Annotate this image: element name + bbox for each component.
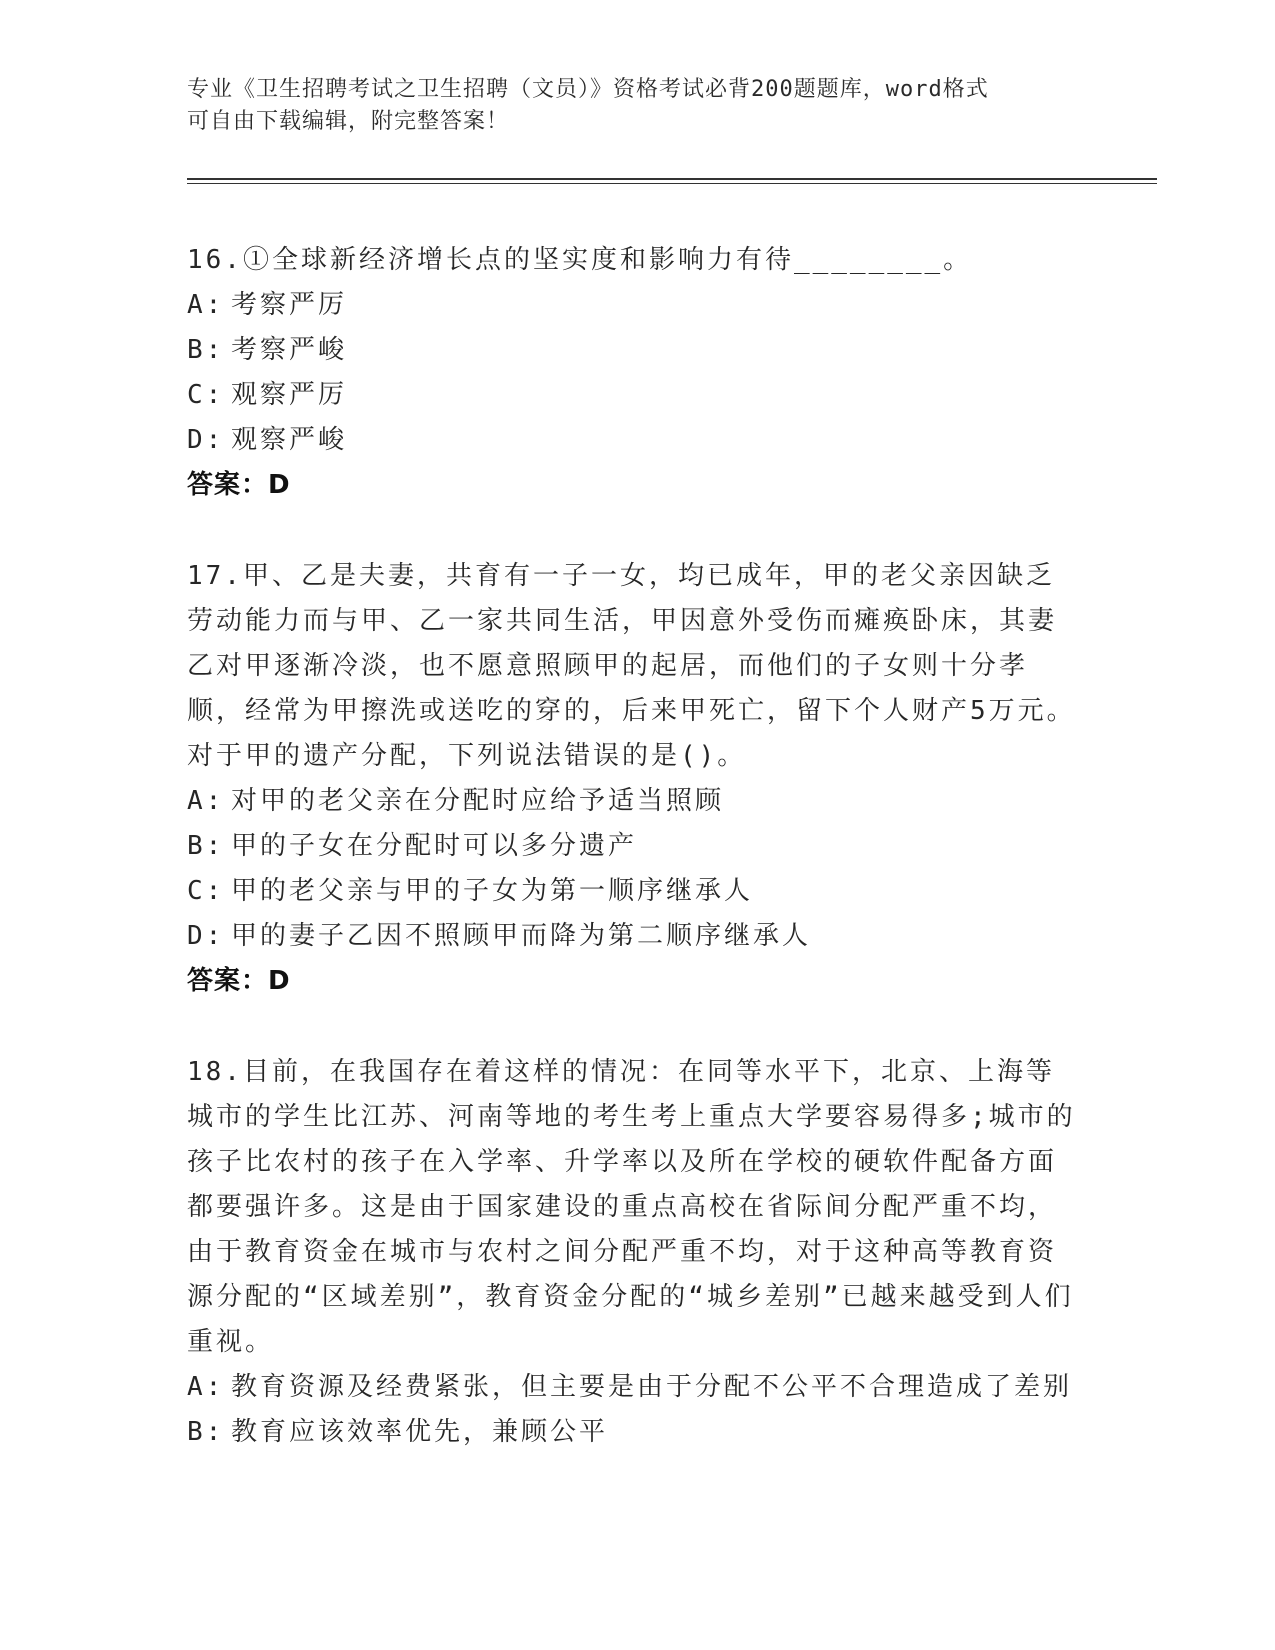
answer-line: 答案：D [187, 470, 291, 500]
option-text: 考察严厉 [231, 290, 348, 320]
option-text: 观察严厉 [231, 380, 348, 410]
option-text: 甲的子女在分配时可以多分遗产 [231, 831, 638, 861]
option-letter: A: [187, 290, 225, 320]
option-text: 教育应该效率优先，兼顾公平 [231, 1417, 609, 1447]
question-16 [187, 238, 1077, 508]
option-d [187, 418, 1077, 463]
option-text: 甲的老父亲与甲的子女为第一顺序继承人 [231, 876, 754, 906]
option-text: 教育资源及经费紧张，但主要是由于分配不公平不合理造成了差别 [231, 1372, 1073, 1402]
header-divider-thick [187, 178, 1157, 180]
option-text: 观察严峻 [231, 425, 348, 455]
option-b [187, 824, 1077, 869]
option-text: 甲的妻子乙因不照顾甲而降为第二顺序继承人 [231, 921, 812, 951]
option-letter: B: [187, 335, 225, 365]
question-list [187, 238, 1077, 1501]
answer-line: 答案：D [187, 966, 291, 996]
option-letter: B: [187, 1417, 225, 1447]
option-c [187, 373, 1077, 418]
option-d [187, 914, 1077, 959]
option-letter: C: [187, 876, 225, 906]
option-a [187, 283, 1077, 328]
option-text: 对甲的老父亲在分配时应给予适当照顾 [231, 786, 725, 816]
option-a [187, 1365, 1077, 1410]
header-line-2: 可自由下载编辑，附完整答案！ [187, 109, 510, 134]
option-c [187, 869, 1077, 914]
question-18 [187, 1050, 1077, 1455]
option-a [187, 779, 1077, 824]
question-text: 17.甲、乙是夫妻，共育有一子一女，均已成年，甲的老父亲因缺乏劳动能力而与甲、乙一家共同生活，甲因意外受伤而瘫痪卧床，其妻乙对甲逐渐冷淡，也不愿意照顾甲的起居，而他们的子女则十分孝顺，经常为甲擦洗或送吃的穿的，后来甲死亡，留下个人财产5万元。对于甲的遗产分配，下列说法错误的是()。 [187, 561, 1076, 771]
question-text: 18.目前，在我国存在着这样的情况：在同等水平下，北京、上海等城市的学生比江苏、河南等地的考生考上重点大学要容易得多;城市的孩子比农村的孩子在入学率、升学率以及所在学校的硬软件配备方面都要强许多。这是由于国家建设的重点高校在省际间分配严重不均，由于教育资金在城市与农村之间分配严重不均，对于这种高等教育资源分配的“区域差别”，教育资金分配的“城乡差别”已越来越受到人们重视。 [187, 1057, 1076, 1357]
question-text: 16.①全球新经济增长点的坚实度和影响力有待________。 [187, 245, 973, 275]
option-b [187, 328, 1077, 373]
option-letter: A: [187, 786, 225, 816]
option-letter: B: [187, 831, 225, 861]
option-b [187, 1410, 1077, 1455]
option-letter: D: [187, 921, 225, 951]
option-text: 考察严峻 [231, 335, 348, 365]
option-letter: A: [187, 1372, 225, 1402]
document-header [187, 74, 1067, 138]
header-divider-thin [187, 183, 1157, 184]
header-line-1: 专业《卫生招聘考试之卫生招聘（文员）》资格考试必背200题题库，word格式 [187, 77, 989, 102]
question-17 [187, 554, 1077, 1004]
option-letter: C: [187, 380, 225, 410]
option-letter: D: [187, 425, 225, 455]
